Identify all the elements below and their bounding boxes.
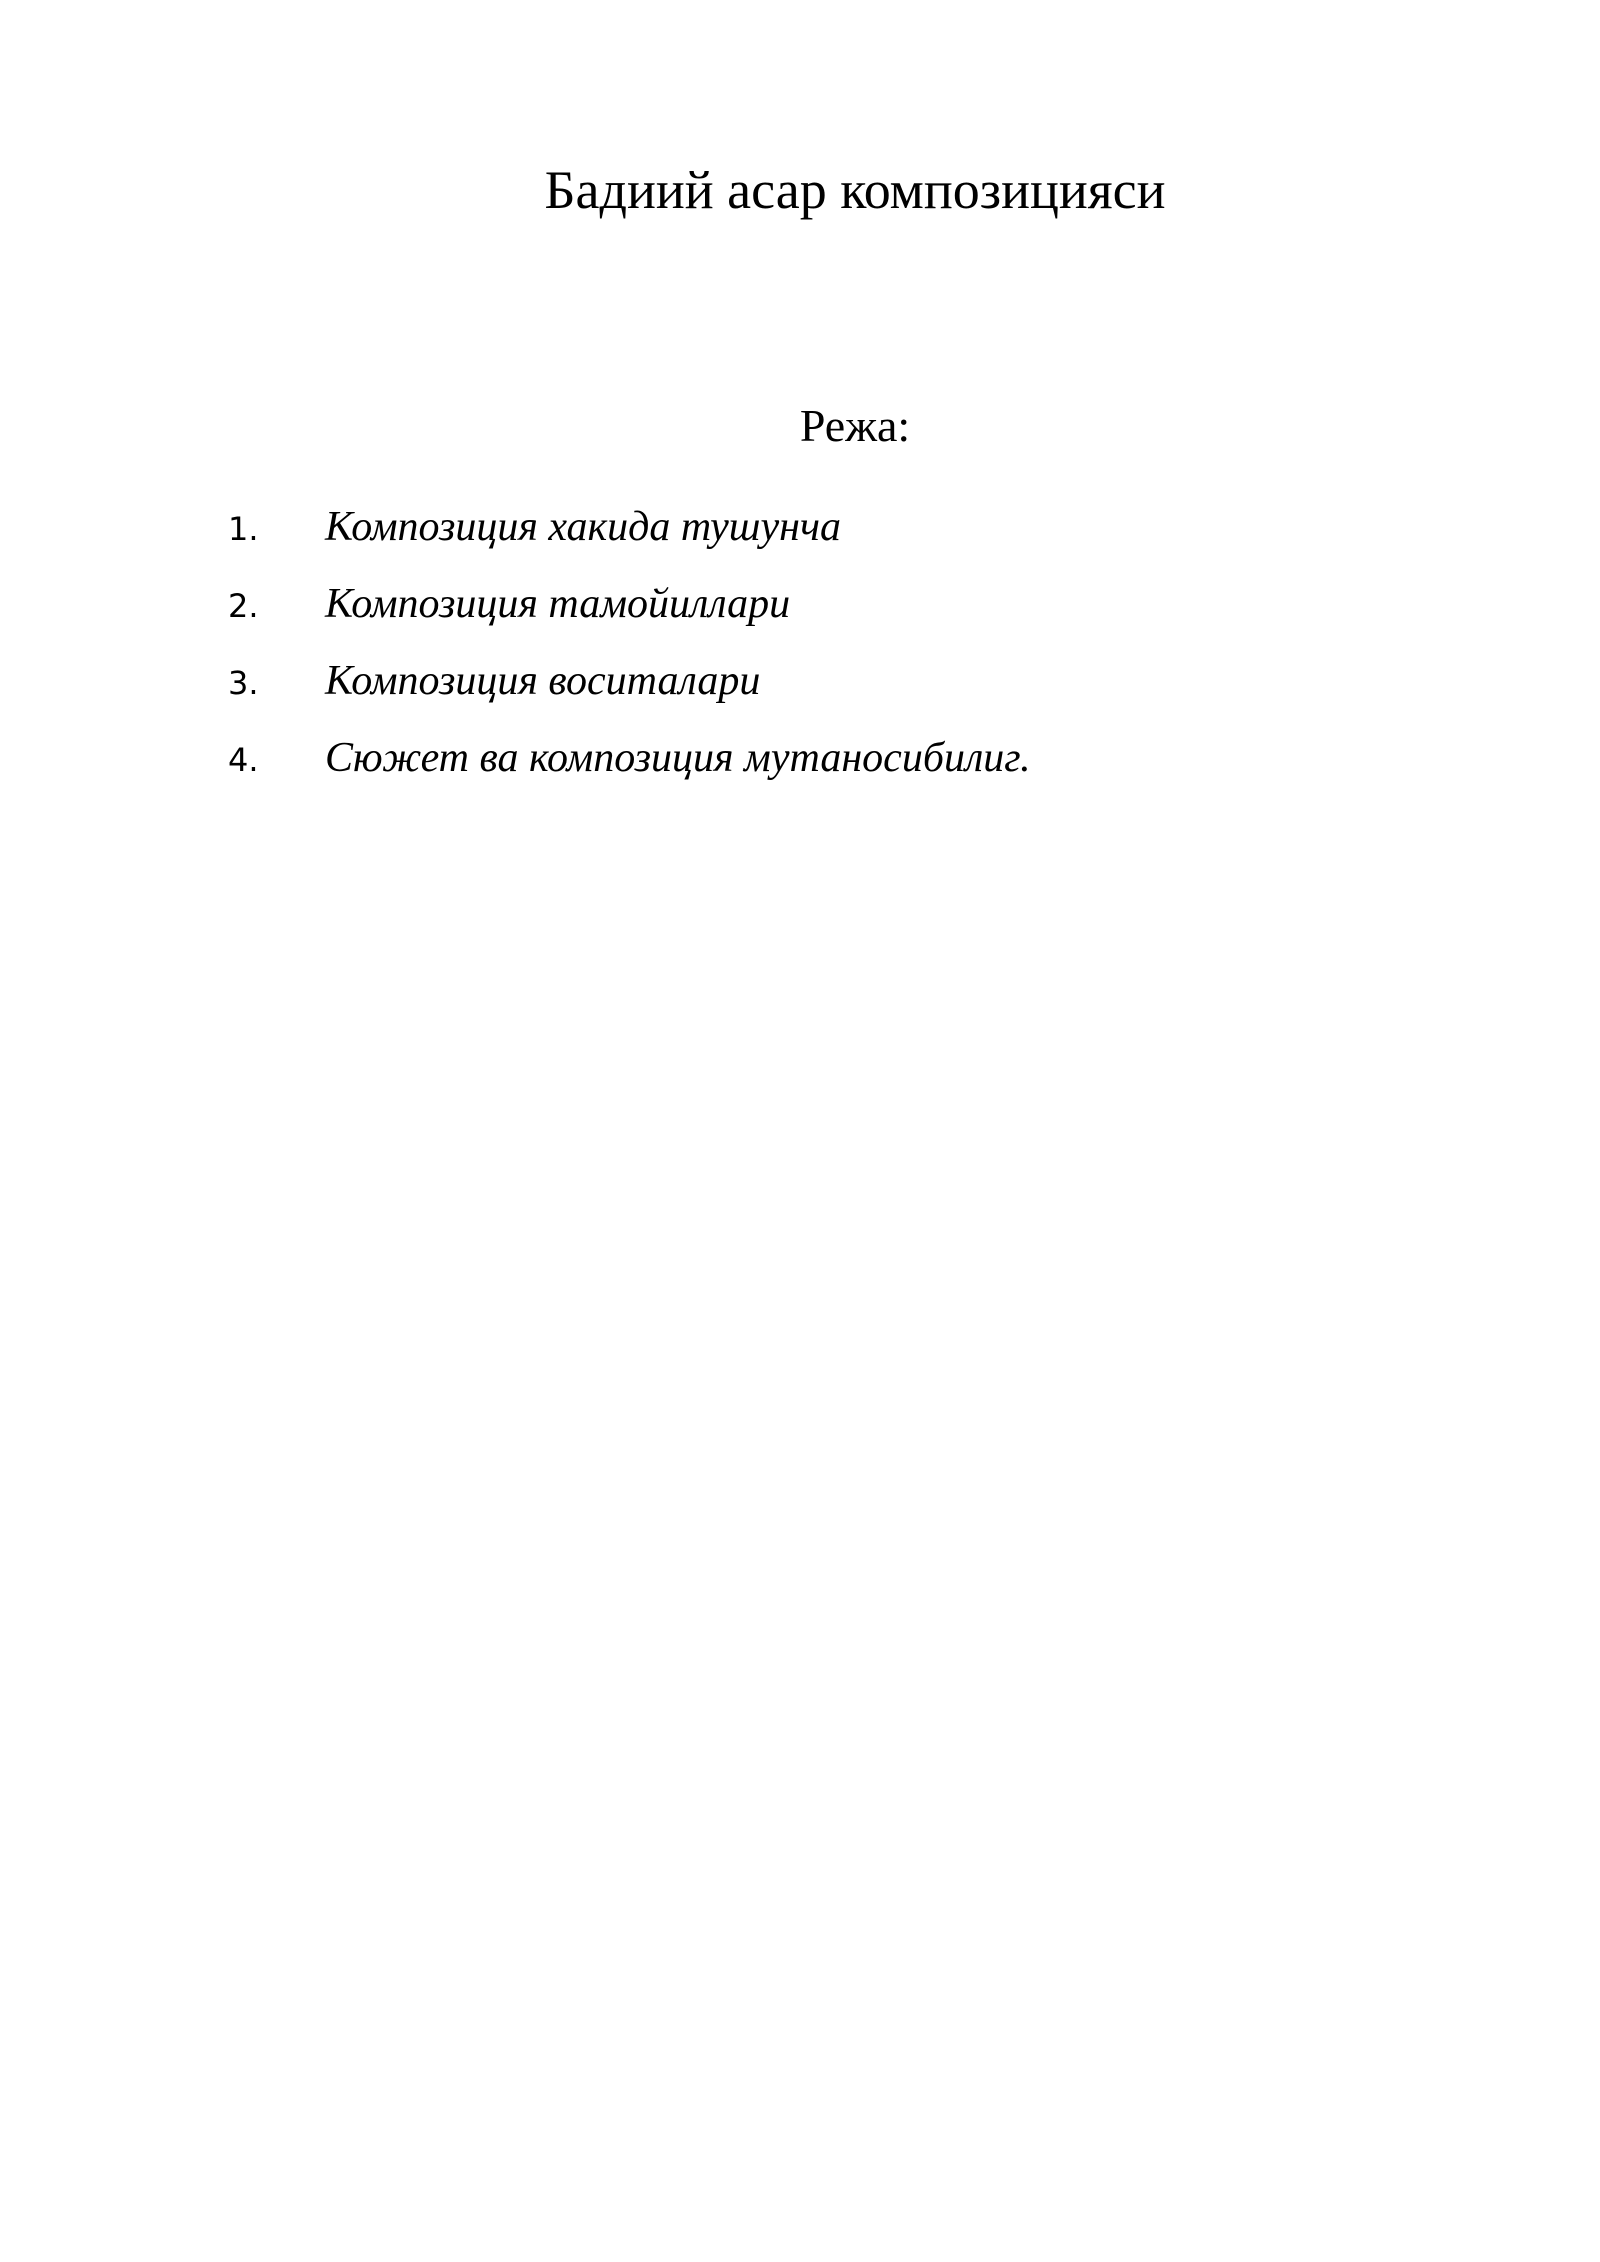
- plan-item: [228, 657, 1031, 734]
- plan-item-text: Композиция воситалари: [325, 658, 761, 704]
- plan-item: [228, 580, 1031, 657]
- plan-item-number: 4.: [228, 741, 259, 779]
- plan-item-number: 3.: [228, 664, 259, 702]
- plan-item: [228, 503, 1031, 580]
- plan-list: [228, 503, 1031, 811]
- plan-item-text: Сюжет ва композиция мутаносибилиг.: [325, 735, 1031, 781]
- plan-heading: Режа:: [799, 400, 911, 451]
- plan-item-number: 2.: [228, 587, 259, 625]
- plan-item-text: Композиция тамойиллари: [325, 581, 791, 627]
- plan-item-number: 1.: [228, 510, 259, 548]
- document-title: Бадиий асар композицияси: [544, 160, 1166, 220]
- plan-item: [228, 734, 1031, 811]
- plan-item-text: Композиция хакида тушунча: [325, 504, 841, 550]
